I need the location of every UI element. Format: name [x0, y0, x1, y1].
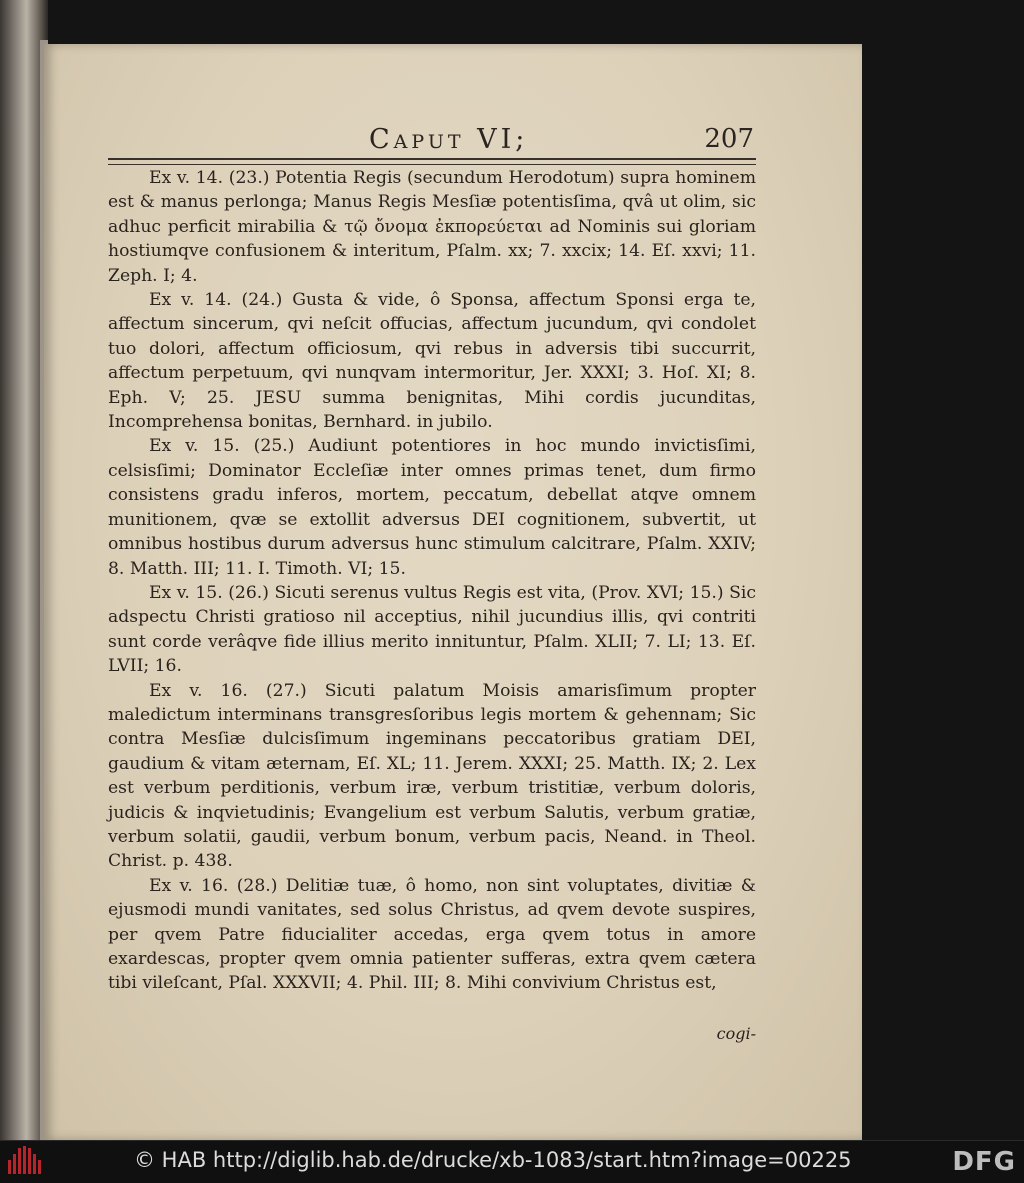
header-rule — [108, 158, 756, 165]
paragraph: Ex v. 16. (27.) Sicuti palatum Moisis amarisſimum propter maledictum interminans transgresſoribus legis mortem & gehennam; Sic contra Mesſiæ dulcisſimum ingeminans peccatoribus gratiam DEI, gaudium & vitam æternam, Eſ. XL; 11. Jerem. XXXI; 25. Matth. IX; 2. Lex est verbum perditionis, verbum iræ, verbum tristitiæ, verbum doloris, judicis & inqvietudinis; Evangelium est verbum Salutis, verbum gratiæ, verbum solatii, gaudii, verbum bonum, verbum pacis, Neand. in Theol. Christ. p. 438. — [108, 680, 756, 872]
hab-logo-icon — [6, 1146, 46, 1178]
footer-bar — [0, 1140, 1024, 1183]
catchword: cogi- — [716, 1024, 756, 1043]
dfg-logo: DFG — [952, 1147, 1016, 1177]
copyright-link[interactable]: © HAB http://diglib.hab.de/drucke/xb-1083/start.htm?image=00225 — [134, 1148, 852, 1172]
paragraph: Ex v. 15. (26.) Sicuti serenus vultus Regis est vita, (Prov. XVI; 15.) Sic adspectu Christi gratioso nil acceptius, nihil jucundius illis, qvi contriti sunt corde verâqve fide illius merito innituntur, Pſalm. XLII; 7. LI; 13. Eſ. LVII; 16. — [108, 582, 756, 677]
page-number: 207 — [704, 124, 754, 154]
paragraph: Ex v. 15. (25.) Audiunt potentiores in hoc mundo invictisſimi, celsisſimi; Dominator Eccleſiæ inter omnes primas tenet, dum firmo consistens gradu inferos, mortem, peccatum, debellat atqve omnem munitionem, qvæ se extollit adversus DEI cognitionem, subvertit, ut omnibus hostibus durum adversus hunc stimulum calcitrare, Pſalm. XXIV; 8. Matth. III; 11. I. Timoth. VI; 15. — [108, 436, 756, 579]
paragraph: Ex v. 14. (24.) Gusta & vide, ô Sponsa, affectum Sponsi erga te, affectum sincerum, qvi neſcit offucias, affectum jucundum, qvi condolet tuo dolori, affectum officiosum, qvi rebus in adversis tibi succurrit, affectum perpetuum, qvi nunqvam intermoritur, Jer. XXXI; 3. Hoſ. XI; 8. Eph. V; 25. JESU summa benignitas, Mihi cordis jucunditas, Incomprehensa bonitas, Bernhard. in jubilo. — [108, 290, 756, 433]
body-text — [108, 166, 756, 996]
paragraph: Ex v. 16. (28.) Delitiæ tuæ, ô homo, non sint voluptates, divitiæ & ejusmodi mundi vanitates, sed solus Christus, ad qvem devote suspires, per qvem Patre fiducialiter accedas, erga qvem totus in amore exardescas, propter qvem omnia patienter sufferas, extra qvem cætera tibi vileſcant, Pſal. XXXVII; 4. Phil. III; 8. Mihi convivium Christus est, — [108, 875, 756, 994]
paragraph: Ex v. 14. (23.) Potentia Regis (secundum Herodotum) supra hominem est & manus perlonga; Manus Regis Mesſiæ potentisſima, qvâ ut olim, sic adhuc perficit mirabilia & τῷ ὄνομα ἐκπορεύεται ad Nominis sui gloriam hostiumqve confusionem & interitum, Pſalm. xx; 7. xxcix; 14. Eſ. xxvi; 11. Zeph. I; 4. — [108, 168, 756, 286]
running-head-title: Caput VI; — [369, 124, 529, 155]
scanned-page — [44, 44, 862, 1140]
